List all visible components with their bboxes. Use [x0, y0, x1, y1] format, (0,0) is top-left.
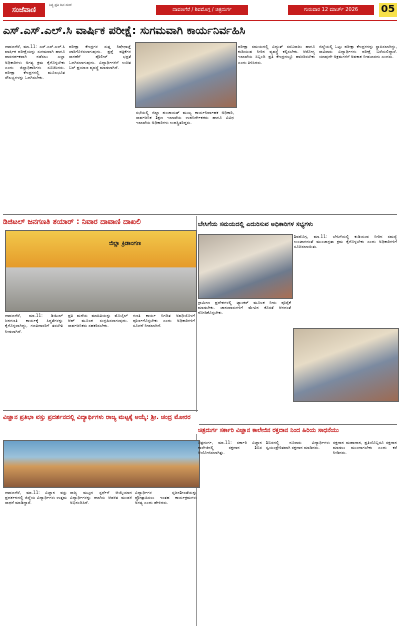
issue-date: ಗುರುವಾರ 12 ಮಾರ್ಚ್ 2026 — [288, 5, 374, 15]
page-number: 05 — [379, 3, 397, 17]
story5-column-2: ಶಿಬಿರದಲ್ಲಿ ನೂರಾರು ವಿದ್ಯಾರ್ಥಿಗಳು ಸ್ವಯಂಪ್ರೇರಿತವಾಗಿ ರಕ್ತದಾನ ಮಾಡಿದರು. — [266, 440, 330, 451]
story2-column-2: ಪ್ರತಿ ಮನೆಯ ಮಾಹಿತಿಯನ್ನು ಮೊಬೈಲ್ ಆಪ್ ಮೂಲಕ ಸಂಗ್ರಹಿಸಲಾಗುವುದು. ಸಾರ್ವಜನಿಕರು ಸಹಕರಿಸಬೇಕು. — [68, 313, 128, 329]
story1-column-2: ಪರೀಕ್ಷಾ ಕೇಂದ್ರಗಳ ಸುತ್ತ ನಿಷೇಧಾಜ್ಞೆ ಜಾರಿಗೊಳಿಸಲಾಗುವುದು. ಪ್ರಶ್ನೆ ಪತ್ರಿಕೆಗಳ ಸಾಗಣೆಗೆ ಪೊಲೀಸ್ ಭದ್ರತೆ ಒದಗಿಸಲಾಗುವುದು. ವಿದ್ಯಾರ್ಥಿಗಳಿಗೆ ಉಚಿತ ಬಸ್ ಪ್ರಯಾಣ ವ್ಯವಸ್ಥೆ ಮಾಡಲಾಗಿದೆ. — [69, 44, 131, 70]
masthead — [3, 3, 397, 19]
section-label: ದಾವಣಗೆರೆ / ಶಿವಮೊಗ್ಗ / ಚಿತ್ರದುರ್ಗ — [156, 5, 248, 15]
story2-headline: ಡಿಜಿಟಲ್ ಜನಗಣತಿ ತಯಾರ್ : ನಿವಾರ ದಾವಾಣಿ ದಾಖಲಿ — [3, 217, 141, 226]
students-group-photo — [3, 440, 200, 488]
story4-headline: ವಿಜ್ಞಾನ ಪ್ರತಿಭಾ ವಸ್ತು ಪ್ರದರ್ಶನದಲ್ಲಿ ವಿದ್ಯಾರ್ಥಿಗಳು ರಾಜ್ಯ ಮಟ್ಟಕ್ಕೆ ಆಯ್ಕೆ: ಶ್ರೀ. ಚಂದ್ರ ಮೋರರ — [3, 412, 199, 434]
section-divider-right — [198, 424, 397, 425]
story1-column-4: ಪರೀಕ್ಷಾ ಸಮಯದಲ್ಲಿ ವಿದ್ಯುತ್ ಸರಬರಾಜು ಹಾಗೂ ಕುಡಿಯುವ ನೀರಿನ ವ್ಯವಸ್ಥೆ ಕಲ್ಪಿಸಬೇಕು. ಆರೋಗ್ಯ ಇಲಾಖೆಯ ಸಿಬ್ಬಂದಿ ಪ್ರತಿ ಕೇಂದ್ರದಲ್ಲೂ ಹಾಜರಿರಬೇಕು ಎಂದು ತಿಳಿಸಿದರು. — [238, 44, 315, 65]
newspaper-logo: ಸಂಜೆವಾಣಿ — [3, 3, 45, 17]
section-divider-left — [3, 410, 198, 411]
meeting-photo — [135, 42, 237, 108]
section-divider — [3, 214, 397, 215]
story3-column-2: ಗ್ರಾಮೀಣ ಪ್ರದೇಶಗಳಲ್ಲಿ ಟ್ಯಾಂಕರ್ ಮೂಲಕ ನೀರು ಪೂರೈಕೆ ಮಾಡಬೇಕು. ಜಾನುವಾರುಗಳಿಗೆ ಮೇವಿನ ಕೊರತೆ ಆಗದಂತೆ ನೋಡಿಕೊಳ್ಳಬೇಕು. — [198, 300, 291, 316]
story4-column-2: ರಾಜ್ಯ ಮಟ್ಟದ ಸ್ಪರ್ಧೆಗೆ ಆಯ್ಕೆಯಾದ ವಿದ್ಯಾರ್ಥಿಗಳನ್ನು ಶಾಲೆಯ ಆಡಳಿತ ಮಂಡಳಿ ಅಭಿನಂದಿಸಿದೆ. — [70, 490, 132, 506]
story2-column-3: ಗಣತಿ ಕಾರ್ಯ ನಿಗದಿತ ಅವಧಿಯೊಳಗೆ ಪೂರ್ಣಗೊಳ್ಳಬೇಕು ಎಂದು ಅಧಿಕಾರಿಗಳಿಗೆ ಸೂಚನೆ ನೀಡಲಾಗಿದೆ. — [133, 313, 195, 329]
story3-headline: ಬೇಸಿಗೆಯ ಸಮಯದಲ್ಲಿ ಎದುರಿಸುವ ಅಧಿಕಾರಿಗಳ ಸಭ್ಯಗಳು — [198, 221, 314, 228]
story2-column-1: ದಾವಣಗೆರೆ, ಮಾ.11: ಡಿಜಿಟಲ್ ಜನಗಣತಿ ಕಾರ್ಯಕ್ಕೆ ಸಿದ್ಧತೆಗಳನ್ನು ಕೈಗೊಳ್ಳಲಾಗಿದ್ದು, ಗಣತಿದಾರರಿಗೆ ತರಬೇತಿ ನೀಡಲಾಗಿದೆ. — [5, 313, 63, 334]
main-headline: ಎಸ್.ಎಸ್.ಎಲ್.ಸಿ ವಾರ್ಷಿಕ ಪರೀಕ್ಷೆ: ಸುಗಮವಾಗಿ ಕಾರ್ಯನಿರ್ವಹಿಸಿ — [3, 24, 246, 37]
story5-headline: ಚಿತ್ರದುರ್ಗ ಸರ್ಕಾರಿ ವಿಜ್ಞಾನ ಕಾಲೇಜಿನ ರಕ್ತದಾನ ನಿಂದ ಹಿರಿಯ ಸಾಧನೆಯು — [198, 427, 339, 434]
story1-column-5: ಜಿಲ್ಲೆಯಲ್ಲಿ ಒಟ್ಟು ಪರೀಕ್ಷಾ ಕೇಂದ್ರಗಳನ್ನು ಸ್ಥಾಪಿಸಲಾಗಿದ್ದು, ಸಾವಿರಾರು ವಿದ್ಯಾರ್ಥಿಗಳು ಪರೀಕ್ಷೆ ಬರೆಯಲಿದ್ದಾರೆ. ಯಾವುದೇ ಅಕ್ರಮಗಳಿಗೆ ಅವಕಾಶ ನೀಡಬಾರದು ಎಂದರು. — [319, 44, 397, 60]
story3-column-1: ಶಿವಮೊಗ್ಗ, ಮಾ.11: ಬೇಸಿಗೆಯಲ್ಲಿ ಕುಡಿಯುವ ನೀರಿನ ಸಮಸ್ಯೆ ಉಂಟಾಗದಂತೆ ಮುಂಜಾಗ್ರತಾ ಕ್ರಮ ಕೈಗೊಳ್ಳಬೇಕು ಎಂದು ಅಧಿಕಾರಿಗಳಿಗೆ ಸೂಚಿಸಲಾಯಿತು. — [294, 234, 397, 250]
story5-column-3: ರಕ್ತದಾನ ಮಹಾದಾನ, ಪ್ರತಿಯೊಬ್ಬರೂ ರಕ್ತದಾನ ಮಾಡಲು ಮುಂದಾಗಬೇಕು ಎಂದು ಕರೆ ನೀಡಿದರು. — [333, 440, 397, 456]
officials-meeting-photo — [198, 234, 293, 299]
header-rule — [3, 20, 397, 21]
story5-column-1: ಚಿತ್ರದುರ್ಗ, ಮಾ.11: ಸರ್ಕಾರಿ ವಿಜ್ಞಾನ ಕಾಲೇಜಿನಲ್ಲಿ ರಕ್ತದಾನ ಶಿಬಿರ ಆಯೋಜಿಸಲಾಗಿತ್ತು. — [198, 440, 262, 456]
story4-column-1: ದಾವಣಗೆರೆ, ಮಾ.11: ವಿಜ್ಞಾನ ವಸ್ತು ಪ್ರದರ್ಶನದಲ್ಲಿ ಜಿಲ್ಲೆಯ ವಿದ್ಯಾರ್ಥಿಗಳು ಉತ್ತಮ ಸಾಧನೆ ಮಾಡಿದ್ದಾರೆ. — [5, 490, 67, 506]
banner-caption: ಜಿಲ್ಲಾ ಕ್ರಿಡಾಂಗಣ — [109, 240, 141, 247]
story1-column-3: ಸಭೆಯಲ್ಲಿ ಜಿಲ್ಲಾ ಪಂಚಾಯತ್ ಮುಖ್ಯ ಕಾರ್ಯನಿರ್ವಾಹಕ ಅಧಿಕಾರಿ, ಸಾರ್ವಜನಿಕ ಶಿಕ್ಷಣ ಇಲಾಖೆಯ ಉಪನಿರ್ದೇಶಕರು ಹಾಗೂ ವಿವಿಧ ಇಲಾಖೆಯ ಅಧಿಕಾರಿಗಳು ಉಪಸ್ಥಿತರಿದ್ದರು. — [136, 110, 234, 126]
masthead-tagline: ನಿತ್ಯ ಪ್ರತಿ ದಿನ ಸಂಜೆ — [49, 3, 72, 7]
story1-column-1: ದಾವಣಗೆರೆ, ಮಾ.11: ಎಸ್.ಎಸ್.ಎಲ್.ಸಿ ವಾರ್ಷಿಕ ಪರೀಕ್ಷೆಯನ್ನು ಸುಗಮವಾಗಿ ಹಾಗೂ ಪಾರದರ್ಶಕವಾಗಿ ನಡೆಸಲು ಎಲ್ಲಾ ಅಧಿಕಾರಿಗಳು ಅಗತ್ಯ ಕ್ರಮ ಕೈಗೊಳ್ಳಬೇಕು ಎಂದು ಜಿಲ್ಲಾಧಿಕಾರಿಗಳು ಸೂಚಿಸಿದರು. ಪರೀಕ್ಷಾ ಕೇಂದ್ರಗಳಲ್ಲಿ ಮೂಲಭೂತ ಸೌಲಭ್ಯಗಳನ್ನು ಒದಗಿಸಬೇಕು. — [5, 44, 65, 81]
story4-column-3: ವಿದ್ಯಾರ್ಥಿಗಳ ಸೃಜನಶೀಲತೆಯನ್ನು ಪ್ರೋತ್ಸಾಹಿಸಲು ಇಂತಹ ಕಾರ್ಯಕ್ರಮಗಳು ಅಗತ್ಯ ಎಂದು ಹೇಳಿದರು. — [135, 490, 197, 506]
conference-photo — [293, 328, 399, 402]
